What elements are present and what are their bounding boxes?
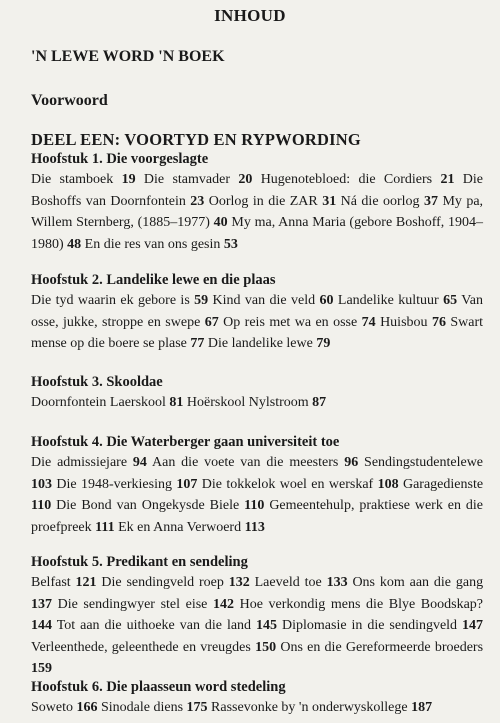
chapter-title: Hoofstuk 3. Skooldae: [31, 374, 163, 390]
toc-entry-title: Hoe verkondig mens die Blye Boodskap?: [239, 596, 484, 612]
toc-entry-page: 67: [204, 314, 219, 330]
toc-entry-page: 21: [440, 172, 455, 187]
toc-entry-page: 113: [244, 519, 265, 535]
toc-entry-page: 103: [31, 476, 52, 492]
toc-entry-title: Sinodale diens: [101, 700, 184, 715]
toc-entry-title: Kind van die veld: [212, 293, 316, 308]
toc-entry-page: 37: [423, 193, 438, 209]
page-title: INHOUD: [214, 6, 286, 25]
toc-entry-title: Die 1948-verkiesing: [56, 476, 172, 492]
chapter-entries: [31, 169, 483, 255]
toc-entry-page: 150: [255, 639, 277, 655]
toc-entry-page: 87: [312, 395, 327, 410]
toc-entry-page: 60: [319, 293, 334, 308]
chapter-entries: [31, 290, 483, 355]
toc-entry-page: 59: [194, 293, 209, 308]
chapter-title: Hoofstuk 5. Predikant en sendeling: [31, 554, 248, 570]
toc-entry-page: 142: [213, 596, 234, 612]
toc-entry-title: Ons en die Gereformeerde broeders: [280, 639, 484, 655]
toc-entry-page: 133: [326, 575, 348, 590]
chapter-1: [31, 150, 483, 255]
chapter-entries: [31, 452, 483, 538]
toc-entry-page: 147: [462, 618, 484, 634]
toc-entry-page: 48: [67, 236, 82, 252]
toc-entry-title: Belfast: [31, 575, 71, 590]
toc-entry-title: Van osse, jukke, stroppe en swepe: [31, 293, 484, 330]
toc-entry-page: 137: [31, 596, 52, 612]
toc-entry-title: Hoërskool Nylstroom: [186, 395, 309, 410]
toc-entry-title: En die res van ons gesin: [84, 236, 221, 252]
toc-entry-title: Ná die oorlog: [340, 193, 420, 209]
toc-entry-title: Die landelike lewe: [207, 336, 313, 352]
toc-entry-title: Tot aan die uithoeke van die land: [56, 618, 252, 634]
toc-entry-title: Die tokkelok woel en werskaf: [201, 476, 374, 492]
toc-entry-title: Die stamboek: [31, 172, 114, 187]
toc-entry-title: Ons kom aan die gang: [352, 575, 484, 590]
toc-entry-page: 111: [95, 519, 115, 535]
toc-entry-page: 96: [344, 455, 359, 470]
toc-entry-title: Die Boshoffs van Doornfontein: [31, 172, 484, 209]
toc-entry-title: Diplomasie in die sendingveld: [282, 618, 458, 634]
foreword-heading: Voorwoord: [31, 92, 108, 109]
chapter-entries: [31, 697, 483, 719]
toc-entry-title: Huisbou: [380, 314, 428, 330]
toc-entry-title: Doornfontein Laerskool: [31, 395, 166, 410]
toc-entry-title: Die sendingwyer stel eise: [57, 596, 208, 612]
toc-entry-title: Verleenthede, geleenthede en vreugdes: [31, 639, 251, 655]
toc-entry-title: Die admissiejare: [31, 455, 128, 470]
toc-entry-title: Rassevonke by 'n onderwyskollege: [211, 700, 408, 715]
toc-entry-page: 77: [190, 336, 205, 352]
toc-entry-page: 132: [228, 575, 250, 590]
toc-entry-page: 144: [31, 618, 52, 634]
toc-entry-page: 81: [169, 395, 184, 410]
toc-entry-title: My pa, Willem Sternberg, (1885–1977): [31, 193, 484, 231]
toc-entry-page: 110: [244, 498, 265, 514]
toc-entry-page: 65: [443, 293, 458, 308]
toc-entry-page: 19: [121, 172, 136, 187]
toc-entry-page: 159: [31, 661, 52, 677]
toc-entry-page: 53: [223, 236, 238, 252]
chapter-3: [31, 373, 483, 414]
chapter-title: Hoofstuk 2. Landelike lewe en die plaas: [31, 272, 276, 288]
toc-entry-title: Oorlog in die ZAR: [208, 193, 318, 209]
toc-entry-page: 108: [377, 476, 399, 492]
toc-entry-page: 79: [316, 336, 331, 352]
chapter-6: [31, 678, 483, 719]
toc-entry-title: Die stamvader: [143, 172, 230, 187]
toc-entry-title: Op reis met wa en osse: [223, 314, 358, 330]
toc-entry-title: Die sendingveld roep: [101, 575, 224, 590]
toc-entry-page: 121: [75, 575, 97, 590]
toc-entry-title: Die Bond van Ongekysde Biele: [56, 498, 240, 514]
chapter-title: Hoofstuk 6. Die plaasseun word stedeling: [31, 679, 286, 695]
chapter-5: [31, 553, 483, 680]
toc-entry-title: Landelike kultuur: [337, 293, 439, 308]
toc-entry-page: 94: [132, 455, 147, 470]
toc-entry-page: 31: [322, 193, 337, 209]
chapter-title: Hoofstuk 4. Die Waterberger gaan universiteit toe: [31, 434, 340, 450]
toc-entry-title: Ek en Anna Verwoerd: [118, 519, 242, 535]
book-heading: 'N LEWE WORD 'N BOEK: [31, 48, 225, 65]
toc-entry-title: Swart mense op die boere se plase: [31, 314, 484, 352]
toc-entry-title: My ma, Anna Maria (gebore Boshoff, 1904–1980): [31, 215, 484, 252]
toc-entry-page: 145: [256, 618, 278, 634]
toc-entry-page: 187: [411, 700, 433, 715]
toc-entry-title: Soweto: [31, 700, 73, 715]
toc-entry-title: Hugenotebloed: die Cordiers: [260, 172, 433, 187]
toc-entry-title: Gemeentehulp, praktiese werk en die proefpreek: [31, 498, 484, 535]
chapter-entries: [31, 572, 483, 680]
chapter-4: [31, 433, 483, 538]
toc-entry-title: Aan die voete van die meesters: [152, 455, 339, 470]
chapter-title: Hoofstuk 1. Die voorgeslagte: [31, 151, 209, 167]
toc-entry-page: 107: [176, 476, 198, 492]
toc-entry-page: 166: [76, 700, 98, 715]
chapter-2: [31, 271, 483, 355]
toc-entry-page: 76: [431, 314, 446, 330]
toc-entry-page: 23: [190, 193, 205, 209]
toc-entry-title: Garagedienste: [402, 476, 484, 492]
toc-entry-page: 20: [238, 172, 253, 187]
toc-entry-page: 110: [31, 498, 52, 514]
toc-entry-page: 175: [186, 700, 208, 715]
toc-entry-title: Die tyd waarin ek gebore is: [31, 293, 190, 308]
toc-entry-title: Laeveld toe: [254, 575, 322, 590]
part-one-heading: DEEL EEN: VOORTYD EN RYPWORDING: [31, 130, 361, 149]
chapter-entries: [31, 392, 483, 414]
toc-entry-title: Sendingstudentelewe: [364, 455, 484, 470]
toc-entry-page: 40: [213, 215, 228, 231]
toc-entry-page: 74: [361, 314, 376, 330]
